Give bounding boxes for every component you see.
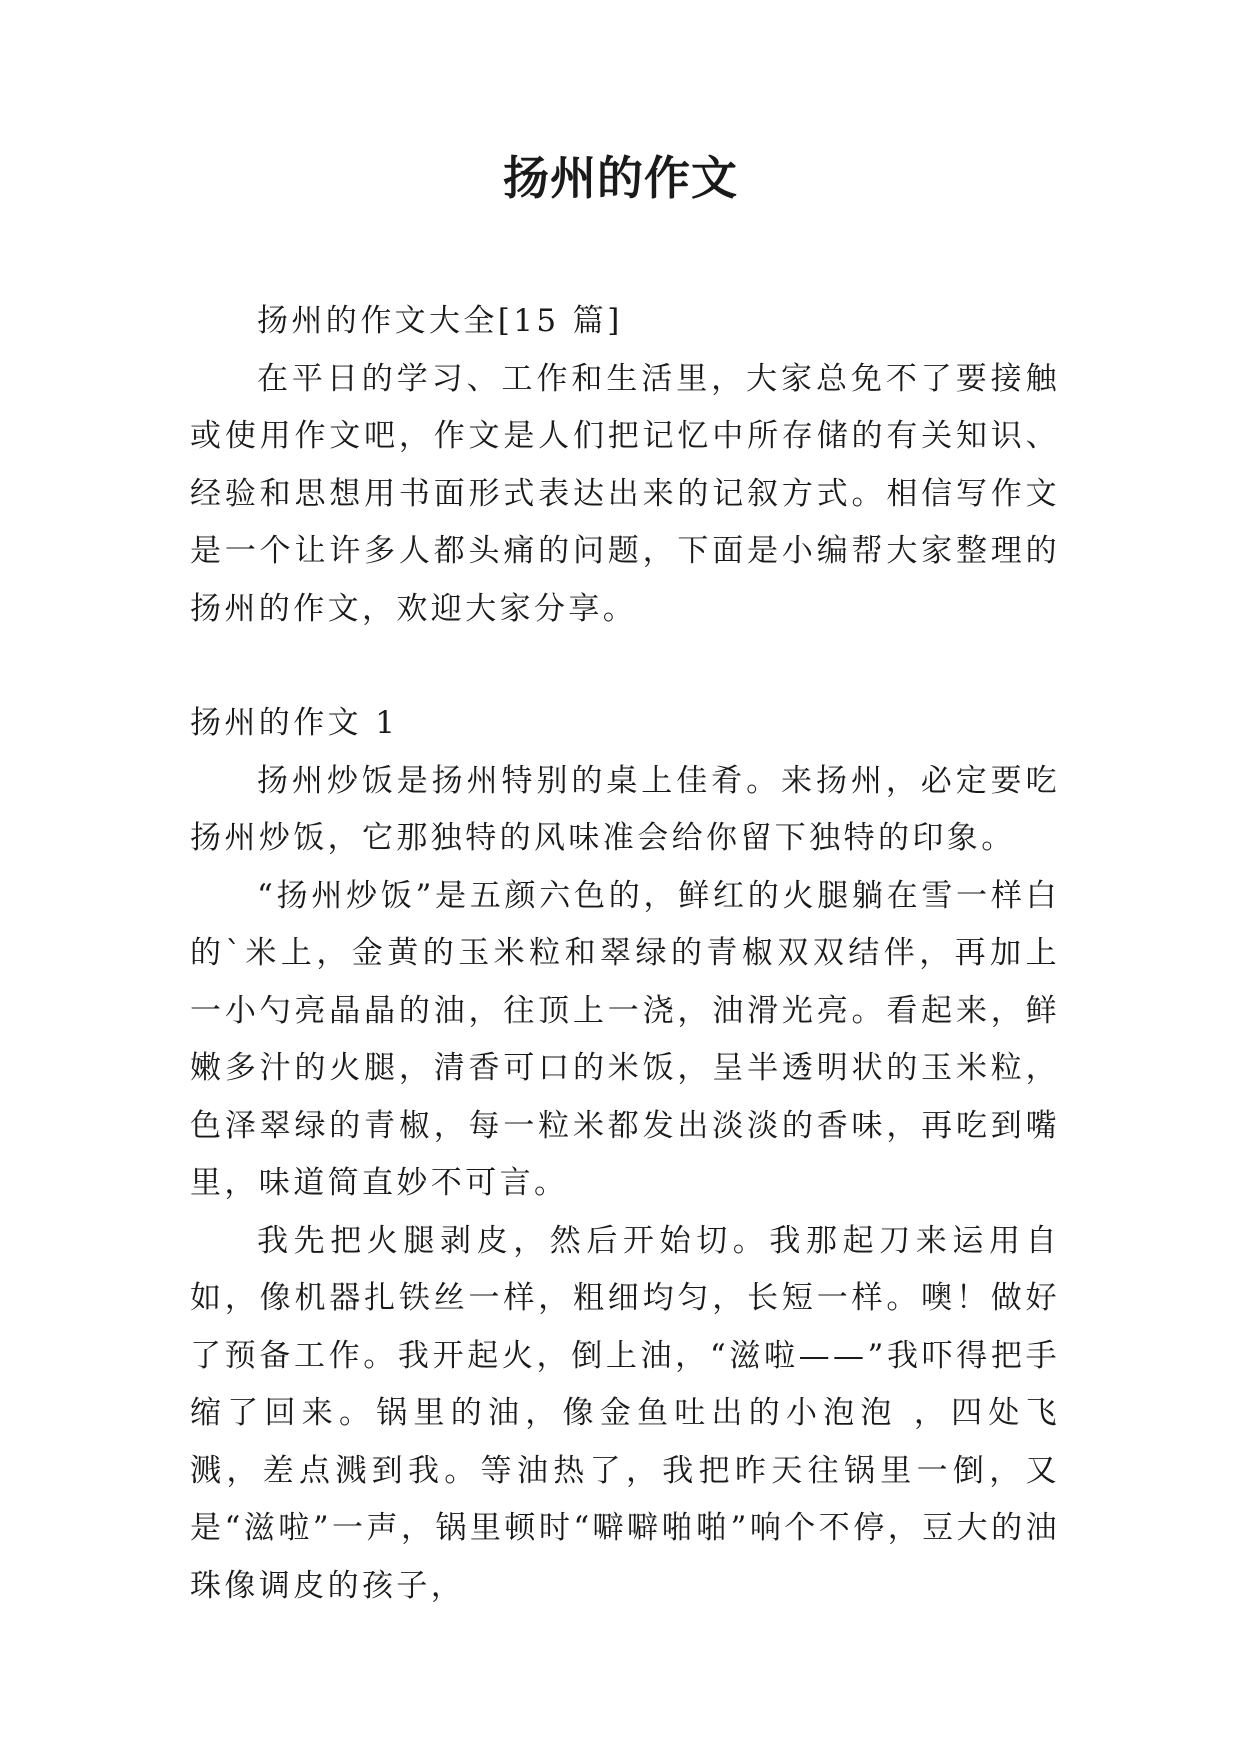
section-gap: [190, 638, 1060, 695]
document-subtitle: 扬州的作文大全[15 篇]: [257, 303, 623, 339]
body-paragraph: 我先把火腿剥皮，然后开始切。我那起刀来运用自如，像机器扎铁丝一样，粗细均匀，长短一样。噢！做好了预备工作。我开起火，倒上油，“滋啦——”我吓得把手缩了回来。锅里的油，像金鱼吐出的小泡泡 ，四处飞溅，差点溅到我。等油热了，我把昨天往锅里一倒，又是“滋啦”一声，锅里顿时“噼噼啪啪”响个不停，豆大的油珠像调皮的孩子，: [190, 1222, 1060, 1604]
body-paragraph: “扬州炒饭”是五颜六色的，鲜红的火腿躺在雪一样白的`米上，金黄的玉米粒和翠绿的青椒双双结伴，再加上一小勺亮晶晶的油，往顶上一浇，油滑光亮。看起来，鲜嫩多汁的火腿，清香可口的米饭，呈半透明状的玉米粒，色泽翠绿的青椒，每一粒米都发出淡淡的香味，再吃到嘴里，味道简直妙不可言。: [190, 877, 1060, 1201]
body-paragraph: 扬州炒饭是扬州特别的桌上佳肴。来扬州，必定要吃扬州炒饭，它那独特的风味准会给你留下独特的印象。: [190, 762, 1060, 856]
document-body: [190, 293, 1060, 1615]
intro-paragraph: 在平日的学习、工作和生活里，大家总免不了要接触或使用作文吧，作文是人们把记忆中所存储的有关知识、经验和思想用书面形式表达出来的记叙方式。相信写作文是一个让许多人都头痛的问题，下面是小编帮大家整理的扬州的作文，欢迎大家分享。: [190, 360, 1060, 627]
section-heading: 扬州的作文 1: [190, 705, 399, 741]
document-title: 扬州的作文: [503, 151, 738, 205]
